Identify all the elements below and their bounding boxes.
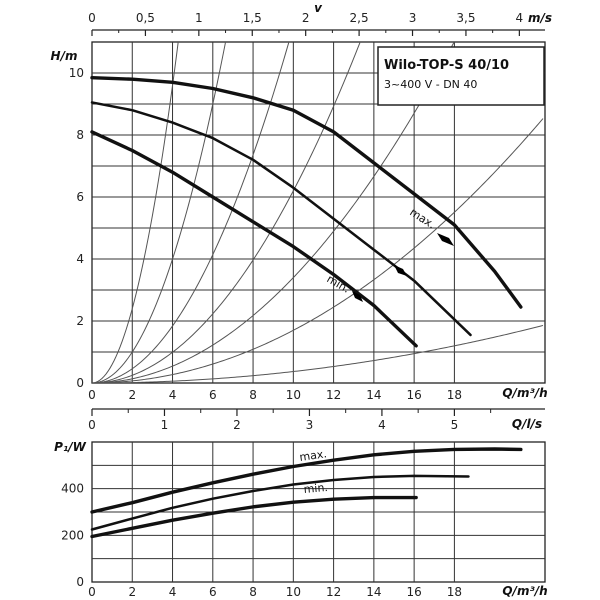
flow-ls-tick-label: 0 — [88, 418, 96, 432]
power-max-annotation: max. — [298, 447, 328, 464]
chart-subtitle: 3~400 V - DN 40 — [384, 78, 478, 91]
head-x-tick-label: 12 — [325, 388, 342, 402]
head-y-tick-label: 6 — [76, 190, 84, 204]
head-x-tick-label: 10 — [285, 388, 301, 402]
power-x-tick-label: 16 — [406, 585, 422, 599]
head-x-tick-label: 2 — [128, 388, 137, 402]
head-y-tick-label: 8 — [76, 128, 84, 142]
velocity-tick-label: 2,5 — [349, 11, 369, 25]
power-x-tick-label: 2 — [128, 585, 137, 599]
velocity-axis-letter: v — [314, 1, 322, 15]
power-x-tick-label: 4 — [168, 585, 177, 599]
title-box — [378, 47, 544, 105]
head-y-tick-label: 4 — [76, 252, 84, 266]
power-x-tick-label: 18 — [446, 585, 463, 599]
flow-ls-tick-label: 2 — [233, 418, 241, 432]
velocity-tick-label: 0 — [88, 11, 96, 25]
head-x-tick-label: 4 — [168, 388, 177, 402]
head-x-tick-label: 16 — [406, 388, 422, 402]
flow-ls-tick-label: 3 — [305, 418, 314, 432]
max-annotation: max. — [407, 205, 438, 232]
head-x-axis-label: Q/m³/h — [502, 386, 548, 400]
power-y-tick-label: 200 — [61, 528, 84, 543]
power-x-tick-label: 0 — [88, 585, 96, 599]
head-y-axis-label: H/m — [50, 49, 78, 63]
power-x-tick-label: 6 — [208, 585, 217, 599]
velocity-tick-label: 1,5 — [242, 11, 262, 25]
flow-ls-tick-label: 1 — [160, 418, 169, 432]
velocity-tick-label: 0,5 — [135, 11, 155, 25]
power-y-axis-label: P₁/W — [54, 440, 86, 454]
power-y-tick-label: 0 — [76, 575, 84, 589]
power-x-tick-label: 14 — [366, 585, 382, 599]
head-y-tick-label: 2 — [76, 314, 84, 328]
power-x-tick-label: 8 — [249, 585, 257, 599]
power-min-annotation: min. — [303, 480, 329, 496]
head-y-tick-label: 0 — [76, 376, 84, 390]
velocity-axis-unit: m/s — [527, 11, 553, 25]
power-y-tick-label: 400 — [61, 481, 84, 496]
head-x-tick-label: 8 — [249, 388, 257, 402]
velocity-tick-label: 3 — [408, 11, 417, 25]
velocity-tick-label: 2 — [301, 11, 310, 25]
head-x-tick-label: 14 — [366, 388, 382, 402]
power-x-tick-label: 10 — [285, 585, 301, 599]
chart-title: Wilo-TOP-S 40/10 — [384, 58, 510, 73]
head-x-tick-label: 0 — [88, 388, 96, 402]
power-x-axis-label: Q/m³/h — [502, 584, 548, 598]
velocity-tick-label: 1 — [195, 11, 203, 25]
flow-ls-tick-label: 5 — [450, 418, 459, 432]
head-x-tick-label: 6 — [208, 388, 217, 402]
velocity-tick-label: 4 — [515, 11, 524, 25]
min-annotation: min. — [324, 272, 353, 296]
flow-ls-axis-label: Q/l/s — [511, 417, 543, 431]
power-x-tick-label: 12 — [325, 585, 342, 599]
velocity-tick-label: 3,5 — [456, 11, 476, 25]
head-y-tick-label: 10 — [68, 66, 84, 80]
flow-ls-tick-label: 4 — [378, 418, 386, 432]
head-x-tick-label: 18 — [446, 388, 463, 402]
